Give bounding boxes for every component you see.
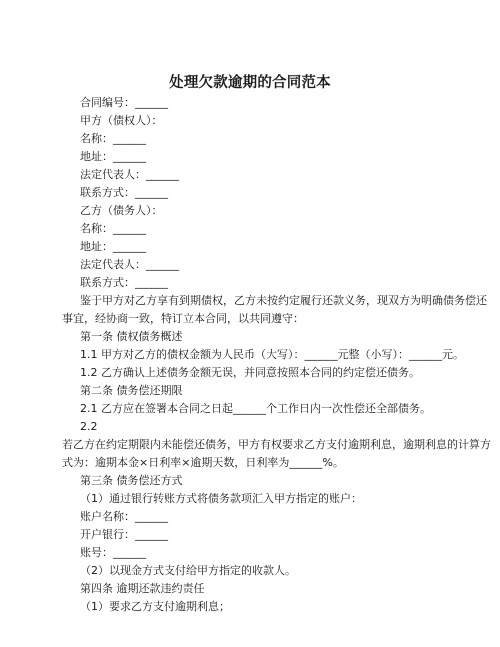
article-3-heading: 第三条 债务偿还方式 [80, 474, 183, 487]
party-b-representative: 法定代表人：______ [80, 258, 179, 271]
clause-1-2: 1.2 乙方确认上述债务金额无误，并同意按照本合同的约定偿还债务。 [80, 366, 420, 379]
party-a-representative: 法定代表人：______ [80, 168, 179, 181]
clause-2-2-line-1: 若乙方在约定期限内未能偿还债务，甲方有权要求乙方支付逾期利息，逾期利息的计算方 [62, 438, 491, 451]
bank-name: 开户银行：______ [80, 528, 168, 541]
account-name: 账户名称：______ [80, 510, 168, 523]
clause-2-1: 2.1 乙方应在签署本合同之日起______个工作日内一次性偿还全部债务。 [80, 402, 431, 415]
clause-2-2-line-2: 式为：逾期本金×日利率×逾期天数，日利率为______%。 [62, 456, 344, 469]
clause-2-2-number: 2.2 [80, 420, 98, 433]
account-number: 账号：______ [80, 546, 146, 559]
party-a-name: 名称：______ [80, 132, 146, 145]
party-b-contact: 联系方式：______ [80, 276, 168, 289]
contract-number-line: 合同编号：______ [80, 96, 168, 109]
party-b-name: 名称：______ [80, 222, 146, 235]
payment-method-2: （2）以现金方式支付给甲方指定的收款人。 [80, 564, 296, 577]
clause-1-1: 1.1 甲方对乙方的债权金额为人民币（大写）：______元整（小写）：______元。 [80, 348, 464, 361]
document-title: 处理欠款逾期的合同范本 [169, 75, 331, 91]
article-1-heading: 第一条 债权债务概述 [80, 330, 183, 343]
liability-item-1: （1）要求乙方支付逾期利息； [80, 600, 230, 613]
party-b-heading: 乙方（债务人）： [80, 204, 163, 217]
preamble-line-1: 鉴于甲方对乙方享有到期债权，乙方未按约定履行还款义务，现双方为明确债务偿还 [80, 294, 487, 307]
article-4-heading: 第四条 逾期还款违约责任 [80, 582, 205, 595]
article-2-heading: 第二条 债务偿还期限 [80, 384, 183, 397]
party-b-address: 地址：______ [80, 240, 146, 253]
party-a-heading: 甲方（债权人）： [80, 114, 163, 127]
payment-method-1: （1）通过银行转账方式将债务款项汇入甲方指定的账户： [80, 492, 362, 505]
preamble-line-2: 事宜，经协商一致，特订立本合同，以共同遵守： [62, 312, 304, 325]
party-a-address: 地址：______ [80, 150, 146, 163]
party-a-contact: 联系方式：______ [80, 186, 168, 199]
